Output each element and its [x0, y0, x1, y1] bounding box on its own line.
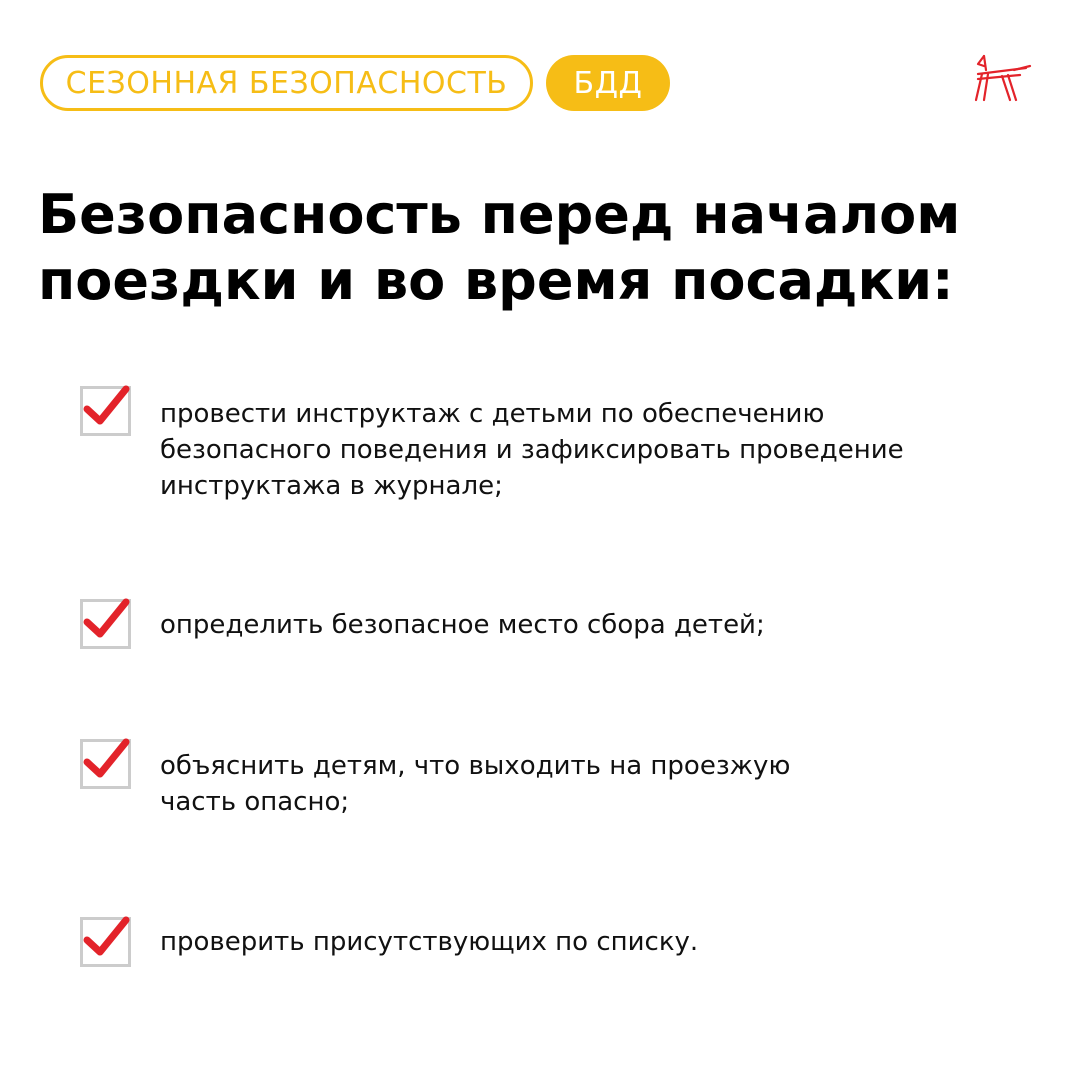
checkbox-checked-icon	[80, 915, 132, 967]
checklist-item-1-line-2: безопасного поведения и зафиксировать проведение	[160, 435, 904, 465]
checkbox-checked-icon	[80, 597, 132, 649]
checklist-item-4	[160, 924, 698, 960]
checklist-item-3	[160, 748, 790, 820]
checklist-item-3-line-1: объяснить детям, что выходить на проезжую	[160, 751, 791, 781]
title-line-1: Безопасность перед началом	[38, 183, 961, 246]
checklist-item-3-line-2: часть опасно;	[160, 787, 350, 817]
tag-bdd: БДД	[546, 55, 670, 111]
tag-seasonal-safety: СЕЗОННАЯ БЕЗОПАСНОСТЬ	[40, 55, 533, 111]
title-line-2: поездки и во время посадки:	[38, 249, 954, 312]
checklist-item-1-line-3: инструктажа в журнале;	[160, 471, 503, 501]
checklist-item-2-line-1: определить безопасное место сбора детей;	[160, 610, 765, 640]
page-title	[38, 182, 960, 314]
checkbox-checked-icon	[80, 384, 132, 436]
checklist-item-1-line-1: провести инструктаж с детьми по обеспечению	[160, 399, 825, 429]
checkbox-checked-icon	[80, 737, 132, 789]
checklist-item-4-line-1: проверить присутствующих по списку.	[160, 927, 699, 957]
red-horse-logo-icon	[970, 52, 1032, 104]
checklist-item-2	[160, 607, 765, 643]
checklist-item-1	[160, 396, 904, 504]
